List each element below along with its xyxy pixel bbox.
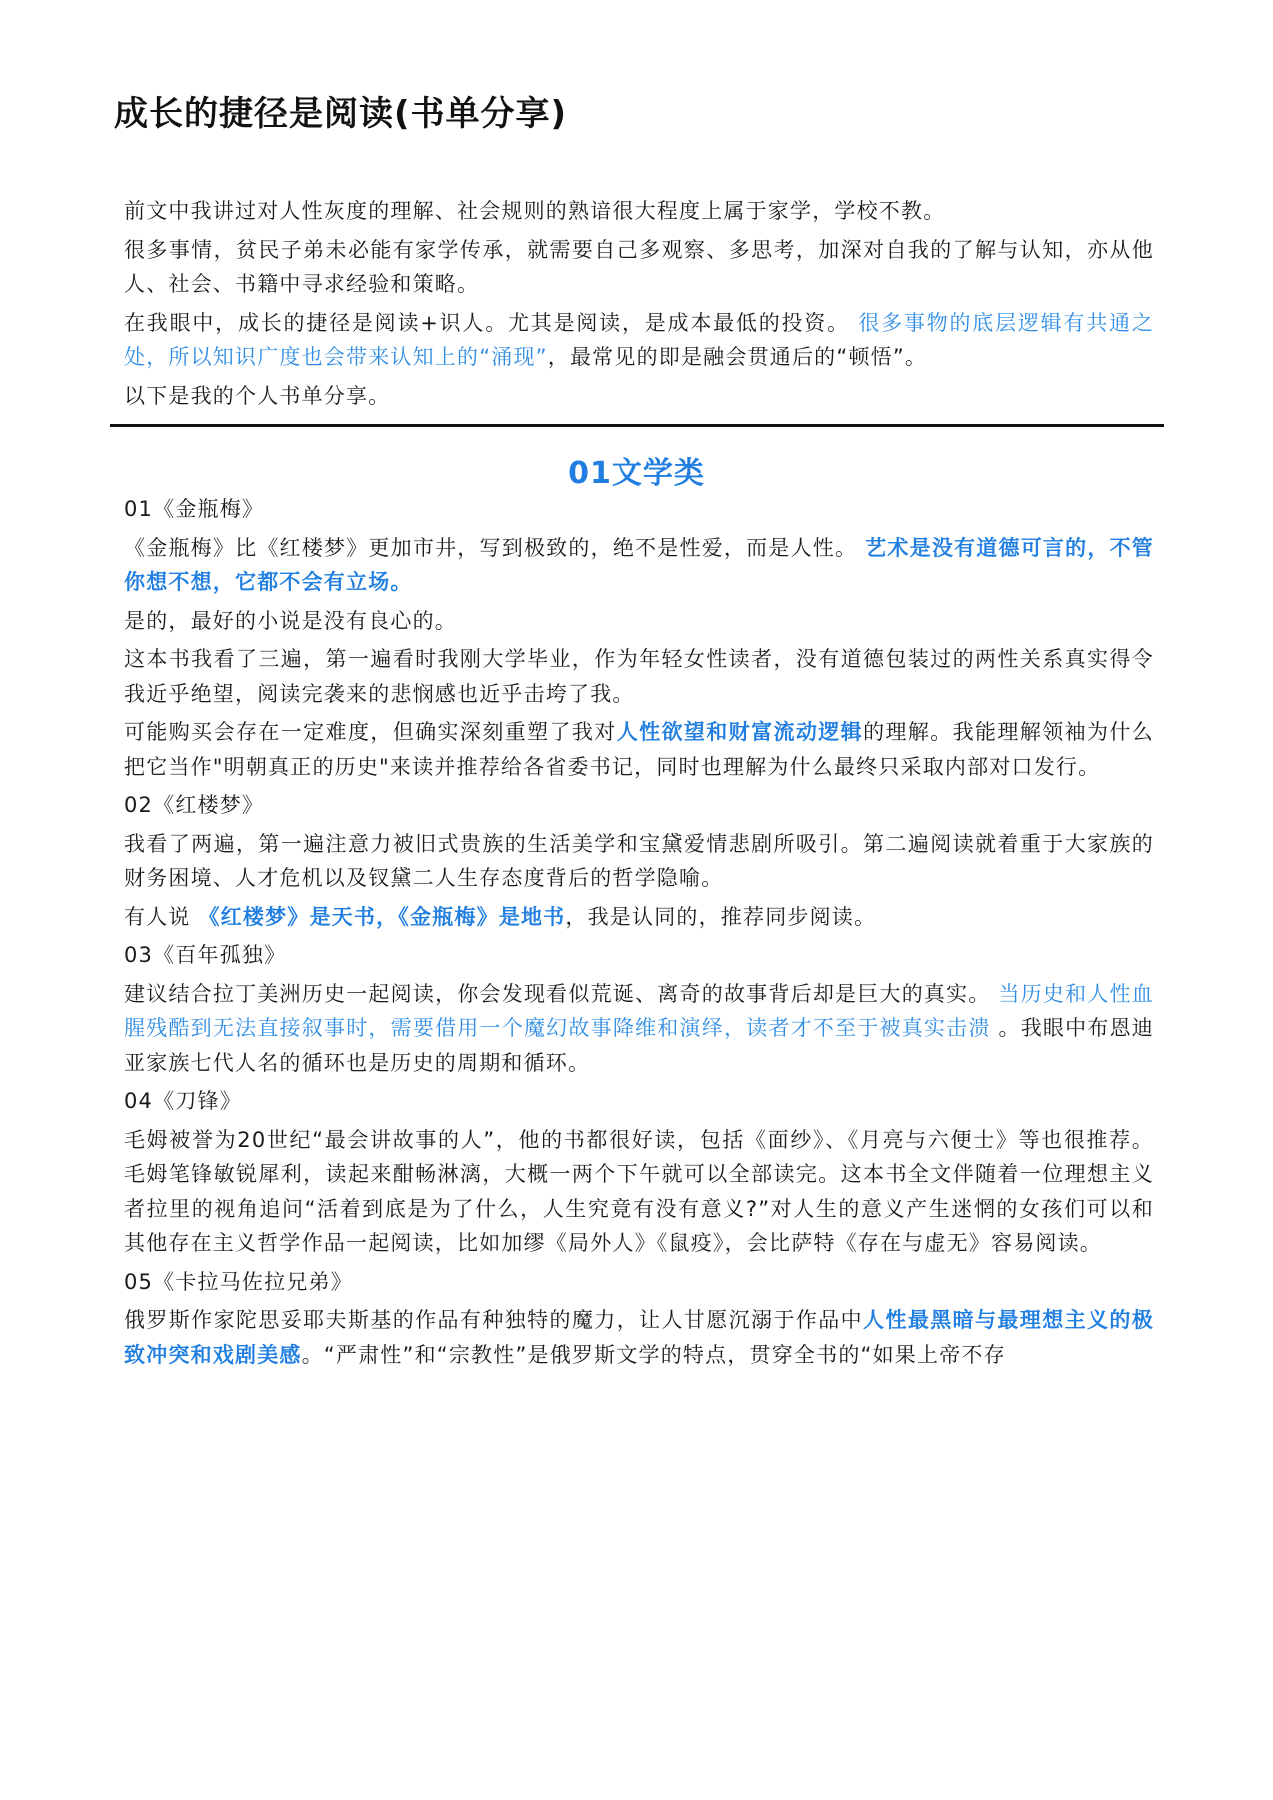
text-run: 可能购买会存在一定难度，但确实深刻重塑了我对	[124, 720, 617, 744]
book-title: 03《百年孤独》	[124, 943, 287, 967]
text-run: ，我是认同的，推荐同步阅读。	[565, 904, 877, 929]
book-title: 02《红楼梦》	[124, 793, 265, 817]
book-title: 01《金瓶梅》	[124, 497, 265, 521]
highlighted-text: 当历史和人性血腥残酷到无法直接叙事时，需要借用一个魔幻故事降维和演绎，读者才不至于被真实击溃	[124, 981, 1155, 1040]
text-run: 前文中我讲过对人性灰度的理解、社会规则的熟谙很大程度上属于家学，学校不教。	[124, 199, 946, 223]
text-run: 的理解。我能理解领袖为什么把它当作"明朝真正的历史"来读并推荐给各省委书记，同时也理解为什么最终只采取内部对口发行。	[124, 720, 1155, 779]
intro-section	[124, 194, 1154, 417]
intro-paragraph	[124, 379, 1154, 414]
book-paragraph	[124, 827, 1154, 896]
text-run: 这本书我看了三遍，第一遍看时我刚大学毕业，作为年轻女性读者，没有道德包装过的两性关系真实得令我近乎绝望，阅读完袭来的悲悯感也近乎击垮了我。	[124, 647, 1154, 706]
text-run: ，最常见的即是融会贯通后的“顿悟”。	[547, 345, 928, 369]
highlighted-text: 人性最黑暗与最理想主义的极致冲突和戏剧美感	[124, 1308, 1154, 1367]
text-run: 。我眼中布恩迪亚家族七代人名的循环也是历史的周期和循环。	[124, 1016, 1154, 1075]
book-paragraph	[124, 642, 1154, 711]
book-list	[124, 492, 1154, 1376]
book-paragraph	[124, 1303, 1154, 1372]
highlighted-text: 艺术是没有道德可言的，不管你想不想，它都不会有立场。	[124, 535, 1154, 594]
section-heading: 01文学类	[568, 456, 705, 491]
text-run: 是的，最好的小说是没有良心的。	[124, 608, 457, 633]
document-title: 成长的捷径是阅读(书单分享)	[114, 94, 568, 134]
text-run: 。“严肃性”和“宗教性”是俄罗斯文学的特点，贯穿全书的“如果上帝不存	[301, 1342, 1006, 1367]
book-paragraph	[124, 715, 1154, 784]
book-paragraph	[124, 900, 1154, 935]
intro-paragraph	[124, 233, 1154, 302]
text-run: 《金瓶梅》比《红楼梦》更加市井，写到极致的，绝不是性爱，而是人性。	[124, 535, 866, 560]
section-divider	[110, 424, 1164, 427]
text-run: 以下是我的个人书单分享。	[124, 383, 391, 408]
text-run: 毛姆被誉为20世纪“最会讲故事的人”，他的书都很好读，包括《面纱》、《月亮与六便士》等也很推荐。毛姆笔锋敏锐犀利，读起来酣畅淋漓，大概一两个下午就可以全部读完。这本书全文伴随着一位理想主义者拉里的视角追问“活着到底是为了什么，人生究竟有没有意义?”对人生的意义产生迷惘的女孩们可以和其他存在主义哲学作品一起阅读，比如加缪《局外人》《鼠疫》，会比萨特《存在与虚无》容易阅读。	[124, 1127, 1154, 1255]
text-run: 俄罗斯作家陀思妥耶夫斯基的作品有种独特的魔力，让人甘愿沉溺于作品中	[124, 1308, 864, 1332]
text-run: 很多事情，贫民子弟未必能有家学传承，就需要自己多观察、多思考，加深对自我的了解与认知，亦从他人、社会、书籍中寻求经验和策略。	[124, 237, 1154, 296]
text-run: 有人说	[124, 904, 199, 929]
highlighted-text: 人性欲望和财富流动逻辑	[616, 720, 864, 744]
book-title: 04《刀锋》	[124, 1089, 242, 1113]
text-run: 我看了两遍，第一遍注意力被旧式贵族的生活美学和宝黛爱情悲剧所吸引。第二遍阅读就着重于大家族的财务困境、人才危机以及钗黛二人生存态度背后的哲学隐喻。	[124, 831, 1154, 890]
book-paragraph	[124, 1123, 1154, 1261]
book-paragraph	[124, 604, 1154, 639]
text-run: 在我眼中，成长的捷径是阅读+识人。尤其是阅读，是成本最低的投资。	[124, 310, 859, 335]
text-run: 建议结合拉丁美洲历史一起阅读，你会发现看似荒诞、离奇的故事背后却是巨大的真实。	[124, 981, 999, 1006]
highlighted-text: 很多事物的底层逻辑有共通之处，所以知识广度也会带来认知上的“涌现”	[124, 310, 1154, 369]
intro-paragraph	[124, 194, 1154, 229]
book-paragraph	[124, 977, 1154, 1081]
book-paragraph	[124, 531, 1154, 600]
highlighted-text: 《红楼梦》是天书，《金瓶梅》是地书	[198, 904, 566, 929]
book-title: 05《卡拉马佐拉兄弟》	[124, 1269, 353, 1294]
intro-paragraph	[124, 306, 1154, 375]
